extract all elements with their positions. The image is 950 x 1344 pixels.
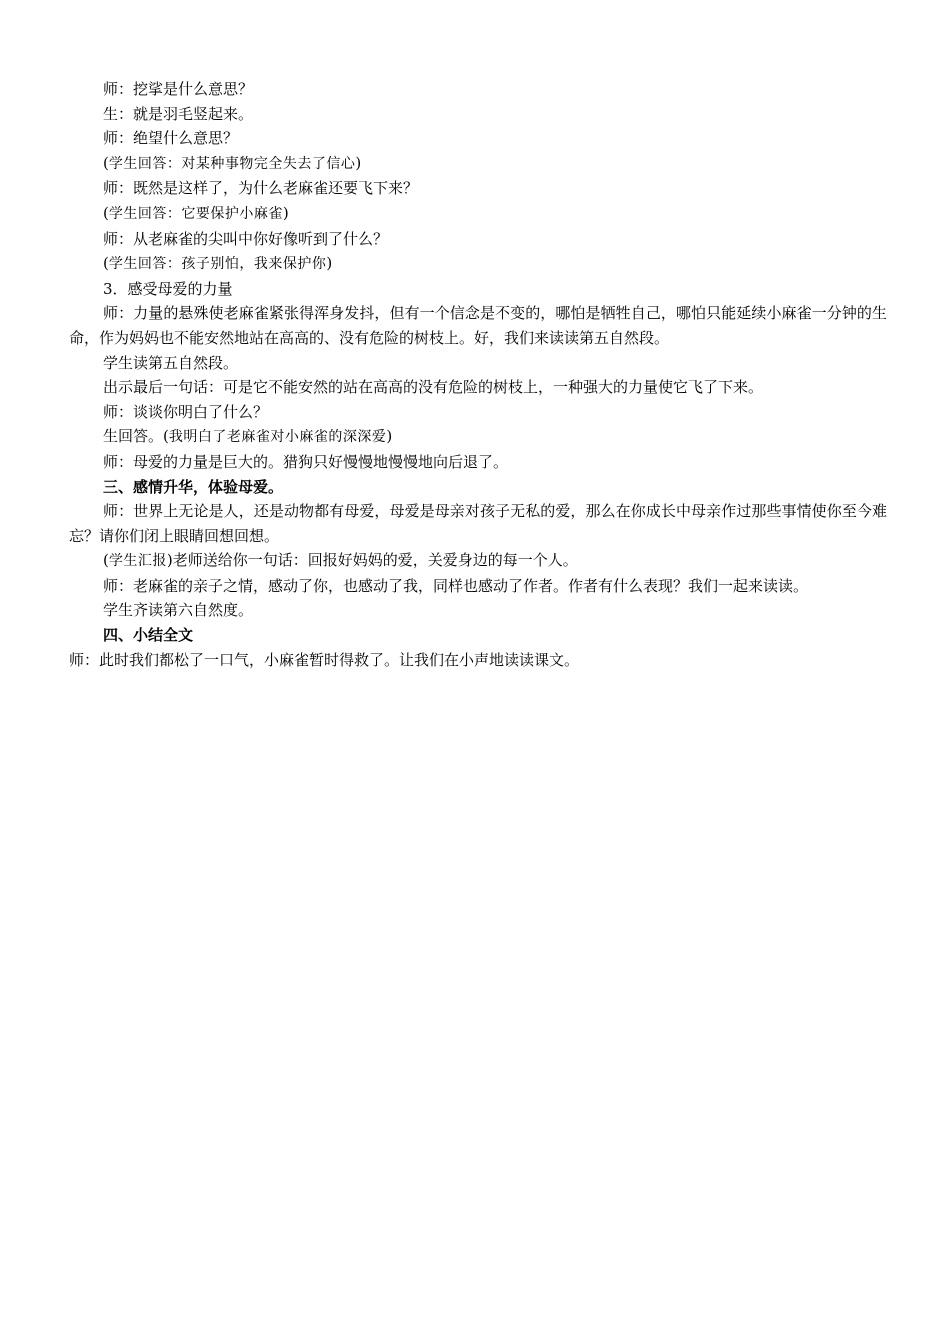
student-answer-line: (学生回答：它要保护小麻雀)	[103, 203, 289, 222]
section-subheading: 3．感受母爱的力量	[103, 279, 233, 298]
section-heading: 三、感情升华，体验母爱。	[103, 477, 284, 496]
paragraph: 学生读第五自然段。	[103, 353, 239, 372]
paragraph: 师：此时我们都松了一口气，小麻雀暂时得救了。让我们在小声地读读课文。	[69, 650, 580, 669]
paragraph: (学生汇报)老师送给你一句话：回报好妈妈的爱，关爱身边的每一个人。	[103, 551, 578, 570]
student-answer-line: 生回答。(我明白了老麻雀对小麻雀的深深爱)	[103, 427, 393, 446]
student-answer-line: (学生回答：对某种事物完全失去了信心)	[103, 153, 362, 172]
dialogue-line: 师：既然是这样了，为什么老麻雀还要飞下来？	[103, 179, 419, 198]
dialogue-line: 师：绝望什么意思？	[103, 129, 239, 148]
paragraph: 师：世界上无论是人，还是动物都有母爱，母爱是母亲对孩子无私的爱，那么在你成长中母亲作过那些事情使你至今难忘？请你们闭上眼睛回想回想。	[69, 502, 887, 545]
dialogue-line: 生：就是羽毛竖起来。	[103, 104, 254, 123]
paragraph: 师：力量的悬殊使老麻雀紧张得浑身发抖，但有一个信念是不变的，哪怕是牺牲自己，哪怕只能延续小麻雀一分钟的生命，作为妈妈也不能安然地站在高高的、没有危险的树枝上。好，我们来读读第五自然段。	[69, 304, 887, 347]
dialogue-line: 师：谈谈你明白了什么？	[103, 402, 269, 421]
section-heading: 四、小结全文	[103, 626, 194, 645]
paragraph: 学生齐读第六自然度。	[103, 601, 254, 620]
dialogue-line: 师：挖挲是什么意思？	[103, 80, 254, 98]
dialogue-line: 师：从老麻雀的尖叫中你好像听到了什么？	[103, 229, 389, 248]
student-answer-line: (学生回答：孩子别怕，我来保护你)	[103, 254, 333, 273]
paragraph: 出示最后一句话：可是它不能安然的站在高高的没有危险的树枝上，一种强大的力量使它飞了下来。	[103, 378, 764, 397]
dialogue-line: 师：母爱的力量是巨大的。猎狗只好慢慢地慢慢地向后退了。	[103, 452, 509, 471]
paragraph: 师：老麻雀的亲子之情，感动了你，也感动了我，同样也感动了作者。作者有什么表现？我们一起来读读。	[103, 576, 809, 595]
document-body	[69, 77, 887, 672]
